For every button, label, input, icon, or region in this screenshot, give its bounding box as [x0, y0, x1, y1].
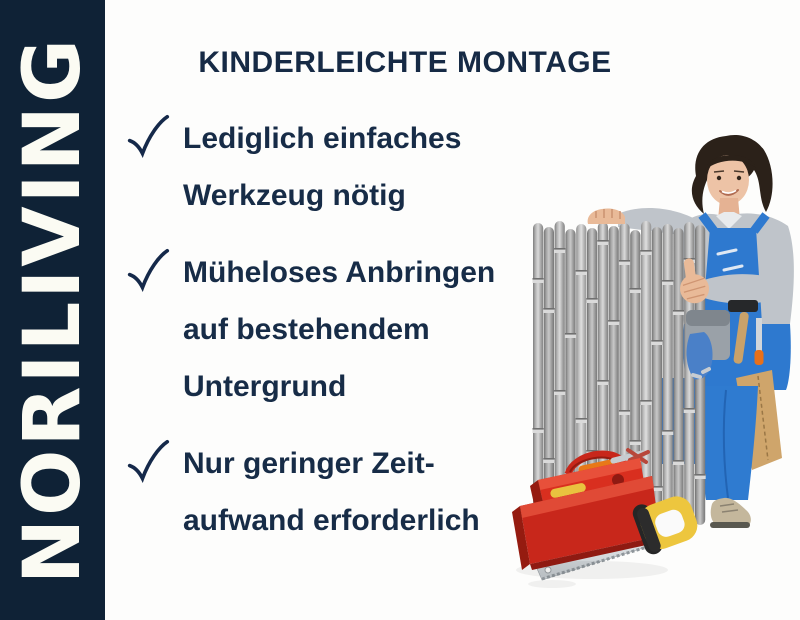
benefit-text: Nur geringer Zeit- aufwand erforderlich [183, 447, 480, 537]
list-item [126, 435, 516, 549]
brand-sidebar [0, 0, 105, 620]
checkmark-icon [126, 114, 170, 158]
list-item [126, 110, 516, 224]
benefit-text: Müheloses Anbringen auf bestehendem Untergrund [183, 256, 496, 403]
worker-illustration [490, 128, 800, 606]
checkmark-icon [126, 439, 170, 483]
benefits-checklist [126, 110, 516, 569]
brand-logo-text: NORILIVING [7, 35, 98, 585]
benefit-text: Lediglich einfaches Werkzeug nötig [183, 122, 462, 212]
product-photo [490, 128, 800, 606]
page-title: KINDERLEICHTE MONTAGE [198, 46, 612, 80]
checkmark-icon [126, 248, 170, 292]
hand-on-panel [588, 208, 625, 224]
hammer [728, 300, 758, 312]
list-item [126, 244, 516, 415]
